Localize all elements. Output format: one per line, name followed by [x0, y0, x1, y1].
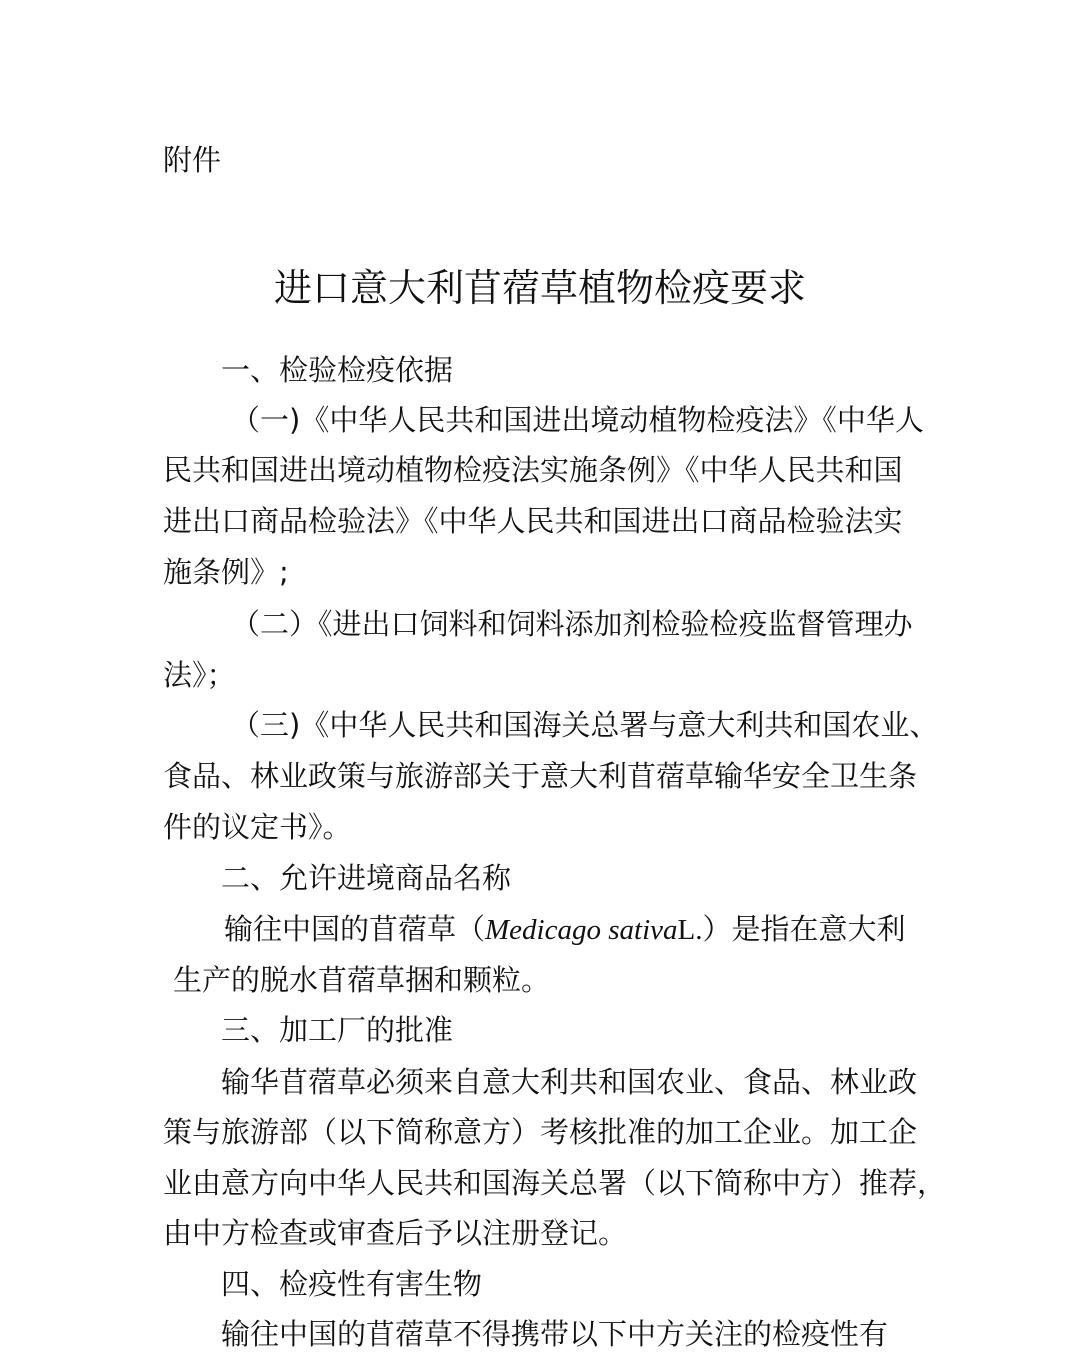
- attachment-label: 附件: [163, 143, 222, 177]
- section-3-para-1-line-4: 由中方检查或审查后予以注册登记。: [163, 1216, 628, 1250]
- section-1-para-1-line-1: （一)《中华人民共和国进出境动植物检疫法》《中华人: [231, 403, 924, 437]
- section-1-para-2-line-1: （二）《进出口饲料和饲料添加剂检验检疫监督管理办: [231, 607, 913, 641]
- section-2-para-1-line-2: 生产的脱水苜蓿草捆和颗粒。: [173, 963, 551, 997]
- species-author: L.: [677, 914, 703, 946]
- section-3-heading: 三、加工厂的批准: [221, 1013, 454, 1047]
- section-2-text-post: ）是指在意大利: [702, 912, 906, 946]
- species-name: Medicago sativa: [485, 914, 678, 946]
- section-1-para-3-line-2: 食品、林业政策与旅游部关于意大利苜蓿草输华安全卫生条: [163, 759, 918, 793]
- section-1-para-1-line-3: 进出口商品检验法》《中华人民共和国进出口商品检验法实: [163, 504, 903, 538]
- section-2-text-pre: 输往中国的苜蓿草（: [224, 912, 486, 946]
- section-2-para-1-line-1: [224, 907, 905, 952]
- section-4-heading: 四、检疫性有害生物: [221, 1267, 483, 1301]
- section-3-para-1-line-3: 业由意方向中华人民共和国海关总署（以下简称中方）推荐，: [163, 1166, 947, 1200]
- section-1-para-2-line-2: 法》；: [163, 658, 236, 692]
- section-2-heading: 二、允许进境商品名称: [221, 861, 512, 895]
- document-title: 进口意大利苜蓿草植物检疫要求: [273, 266, 806, 310]
- section-1-heading: 一、检验检疫依据: [221, 353, 454, 387]
- section-3-para-1-line-2: 策与旅游部（以下简称意方）考核批准的加工企业。加工企: [163, 1115, 918, 1149]
- section-1-para-3-line-1: （三)《中华人民共和国海关总署与意大利共和国农业、: [231, 708, 939, 742]
- section-1-para-3-line-3: 件的议定书》。: [163, 810, 352, 844]
- section-4-para-1-line-1: 输往中国的苜蓿草不得携带以下中方关注的检疫性有: [221, 1317, 889, 1351]
- section-1-para-1-line-2: 民共和国进出境动植物检疫法实施条例》《中华人民共和国: [163, 453, 903, 487]
- section-3-para-1-line-1: 输华苜蓿草必须来自意大利共和国农业、食品、林业政: [221, 1065, 918, 1099]
- section-1-para-1-line-4: 施条例》;: [163, 555, 289, 589]
- scientific-name: [485, 914, 702, 946]
